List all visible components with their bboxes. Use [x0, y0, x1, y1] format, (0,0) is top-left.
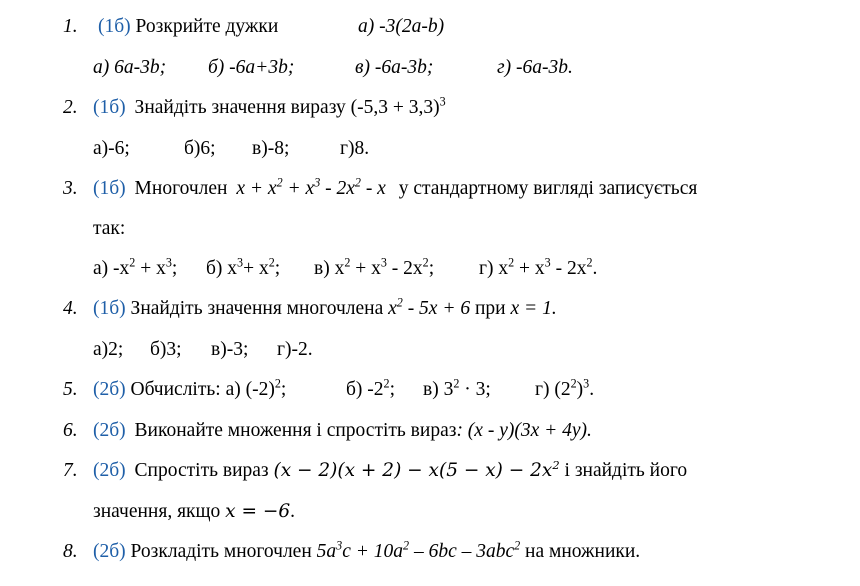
part-g: г) $(2^2)^3$. — [535, 376, 595, 400]
option-a: а) 6a-3b; — [93, 57, 167, 78]
task-text-wrap: так: — [93, 218, 126, 239]
task-text: Обчисліть: — [130, 379, 221, 400]
polynomial: $x^2 - 5x + 6$ — [388, 295, 471, 319]
part-b: б) $-2^2$; — [346, 376, 396, 400]
task-number: 5. — [63, 379, 78, 400]
expression: : (x - y)(3x + 4y). — [456, 420, 592, 441]
task-number: 2. — [63, 97, 78, 118]
option-g: г) $x^2 + x^3 - 2x^2$. — [479, 255, 598, 279]
task-points: (2б) — [93, 420, 126, 441]
task-text-at: при — [475, 298, 506, 319]
polynomial: $5a^3c + 10a^2 - 6bc - 3abc^2$ — [316, 538, 521, 562]
condition: x = 1. — [510, 298, 557, 319]
option-v: в) -6a-3b; — [355, 57, 434, 78]
part-v: в) $3^2 \cdot 3$; — [423, 376, 491, 400]
option-b: б) $x^3+ x^2$; — [206, 255, 281, 279]
exponent: 3 — [439, 94, 446, 109]
option-g: г) -6a-3b. — [497, 57, 573, 78]
task-number: 1. — [63, 16, 78, 37]
task-points: (2б) — [93, 379, 126, 400]
task-number: 7. — [63, 460, 78, 481]
expression: $(x - 2)(x + 2) - x(5 - x) - 2x^2$ — [273, 457, 560, 481]
task-points: (1б) — [93, 298, 126, 319]
task-points: (1б) — [98, 16, 131, 37]
option-b: б) -6a+3b; — [208, 57, 295, 78]
option-b: б)3; — [150, 339, 182, 360]
option-b: б)6; — [184, 138, 216, 159]
task-number: 6. — [63, 420, 78, 441]
task-points: (1б) — [93, 178, 126, 199]
polynomial: $x + x^2 + x^3 - 2x^2 - x$ — [236, 175, 386, 199]
task-text: Спростіть вираз — [134, 460, 269, 481]
task-points: (1б) — [93, 97, 126, 118]
task-number: 8. — [63, 541, 78, 562]
task-text-wrap: значення, якщо — [93, 501, 221, 522]
option-a: а)2; — [93, 339, 124, 360]
task-text: Многочлен — [134, 178, 228, 199]
task-text: Розкладіть многочлен — [130, 541, 312, 562]
task-expression: а) -3(2a-b) — [358, 16, 445, 37]
task-number: 4. — [63, 298, 78, 319]
end-dot: . — [290, 501, 295, 522]
task-number: 3. — [63, 178, 78, 199]
option-v: в)-3; — [211, 339, 249, 360]
task-text: Розкрийте дужки — [135, 16, 279, 37]
task-points: (2б) — [93, 460, 126, 481]
task-text: Знайдіть значення виразу (-5,3 + 3,3) — [134, 97, 440, 118]
option-g: г)-2. — [277, 339, 313, 360]
option-g: г)8. — [340, 138, 370, 159]
option-a: а)-6; — [93, 138, 130, 159]
part-a: а) $(-2)^2$; — [225, 376, 287, 400]
task-text-continued: на множники. — [525, 541, 641, 562]
task-text: Виконайте множення і спростіть вираз — [134, 420, 457, 441]
option-a: а) $-x^2 + x^3$; — [93, 255, 178, 279]
task-text-continued: і знайдіть його — [564, 460, 688, 481]
option-v: в) $x^2 + x^3 - 2x^2$; — [314, 255, 435, 279]
task-points: (2б) — [93, 541, 126, 562]
task-text-continued: у стандартному вигляді записується — [398, 178, 698, 199]
option-v: в)-8; — [252, 138, 290, 159]
task-text: Знайдіть значення многочлена — [130, 298, 384, 319]
condition: x = −6 — [225, 501, 291, 522]
